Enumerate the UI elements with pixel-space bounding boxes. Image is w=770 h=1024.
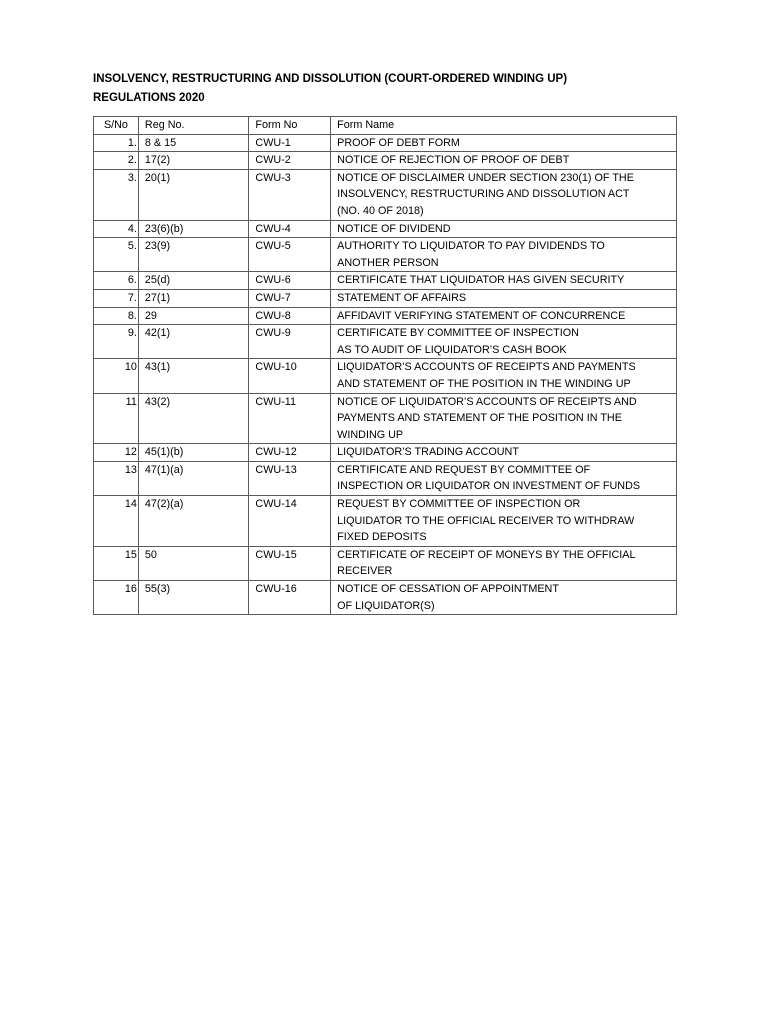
cell-form-no: CWU-10 <box>249 359 331 393</box>
cell-form-no: CWU-9 <box>249 325 331 359</box>
header-sno: S/No <box>94 117 139 135</box>
cell-form-name <box>331 134 677 152</box>
table-row <box>94 581 677 615</box>
title-line-2: REGULATIONS 2020 <box>93 92 205 104</box>
header-form-no: Form No <box>249 117 331 135</box>
cell-form-name <box>331 272 677 290</box>
form-name-line: OF LIQUIDATOR(S) <box>337 599 435 612</box>
cell-reg-no: 17(2) <box>138 152 249 170</box>
table-row <box>94 307 677 325</box>
cell-sno: 8. <box>94 307 139 325</box>
form-name-line: PROOF OF DEBT FORM <box>337 136 460 149</box>
cell-form-no: CWU-3 <box>249 169 331 220</box>
cell-form-name <box>331 581 677 615</box>
form-name-line: NOTICE OF DIVIDEND <box>337 222 451 235</box>
cell-form-no: CWU-12 <box>249 444 331 462</box>
cell-sno: 1. <box>94 134 139 152</box>
cell-sno: 2. <box>94 152 139 170</box>
table-row <box>94 325 677 359</box>
cell-sno: 3. <box>94 169 139 220</box>
cell-form-no: CWU-1 <box>249 134 331 152</box>
header-reg-no: Reg No. <box>138 117 249 135</box>
form-name-line: RECEIVER <box>337 565 393 578</box>
cell-form-no: CWU-15 <box>249 546 331 580</box>
form-name-line: INSOLVENCY, RESTRUCTURING AND DISSOLUTION ACT <box>337 188 630 201</box>
cell-form-name <box>331 393 677 444</box>
cell-sno: 11 <box>94 393 139 444</box>
cell-form-name <box>331 307 677 325</box>
form-name-line: AS TO AUDIT OF LIQUIDATOR’S CASH BOOK <box>337 343 567 356</box>
cell-form-no: CWU-2 <box>249 152 331 170</box>
table-row <box>94 289 677 307</box>
cell-form-no: CWU-8 <box>249 307 331 325</box>
table-row <box>94 220 677 238</box>
form-name-line: CERTIFICATE THAT LIQUIDATOR HAS GIVEN SECURITY <box>337 274 625 287</box>
cell-form-no: CWU-5 <box>249 238 331 272</box>
form-name-line: LIQUIDATOR’S ACCOUNTS OF RECEIPTS AND PAYMENTS <box>337 361 636 374</box>
cell-form-no: CWU-4 <box>249 220 331 238</box>
form-name-line: STATEMENT OF AFFAIRS <box>337 291 467 304</box>
table-row <box>94 546 677 580</box>
form-name-line: PAYMENTS AND STATEMENT OF THE POSITION IN THE <box>337 412 622 425</box>
form-name-line: CERTIFICATE AND REQUEST BY COMMITTEE OF <box>337 463 591 476</box>
cell-reg-no: 55(3) <box>138 581 249 615</box>
cell-reg-no: 23(6)(b) <box>138 220 249 238</box>
form-name-line: INSPECTION OR LIQUIDATOR ON INVESTMENT OF FUNDS <box>337 480 641 493</box>
form-name-line: ANOTHER PERSON <box>337 256 439 269</box>
cell-reg-no: 23(9) <box>138 238 249 272</box>
cell-reg-no: 47(1)(a) <box>138 461 249 495</box>
form-name-line: CERTIFICATE OF RECEIPT OF MONEYS BY THE OFFICIAL <box>337 548 636 561</box>
cell-form-name <box>331 169 677 220</box>
cell-form-name <box>331 359 677 393</box>
title-line-1: INSOLVENCY, RESTRUCTURING AND DISSOLUTION (COURT-ORDERED WINDING UP) <box>93 73 568 85</box>
cell-reg-no: 42(1) <box>138 325 249 359</box>
cell-reg-no: 27(1) <box>138 289 249 307</box>
cell-form-no: CWU-13 <box>249 461 331 495</box>
form-name-line: NOTICE OF REJECTION OF PROOF OF DEBT <box>337 154 570 167</box>
form-name-line: LIQUIDATOR TO THE OFFICIAL RECEIVER TO WITHDRAW <box>337 514 635 527</box>
cell-sno: 6. <box>94 272 139 290</box>
table-row <box>94 152 677 170</box>
forms-table <box>93 116 677 615</box>
table-row <box>94 238 677 272</box>
form-name-line: FIXED DEPOSITS <box>337 531 427 544</box>
table-row <box>94 134 677 152</box>
table-header-row <box>94 117 677 135</box>
cell-reg-no: 50 <box>138 546 249 580</box>
cell-sno: 10 <box>94 359 139 393</box>
form-name-line: (NO. 40 OF 2018) <box>337 204 424 217</box>
table-row <box>94 169 677 220</box>
form-name-line: AUTHORITY TO LIQUIDATOR TO PAY DIVIDENDS TO <box>337 240 605 253</box>
table-body <box>94 134 677 615</box>
cell-form-no: CWU-14 <box>249 496 331 547</box>
cell-sno: 14 <box>94 496 139 547</box>
form-name-line: REQUEST BY COMMITTEE OF INSPECTION OR <box>337 498 581 511</box>
table-row <box>94 272 677 290</box>
cell-reg-no: 43(1) <box>138 359 249 393</box>
cell-reg-no: 25(d) <box>138 272 249 290</box>
cell-reg-no: 20(1) <box>138 169 249 220</box>
header-form-name: Form Name <box>331 117 677 135</box>
cell-form-name <box>331 238 677 272</box>
cell-form-no: CWU-6 <box>249 272 331 290</box>
cell-form-name <box>331 546 677 580</box>
cell-form-name <box>331 496 677 547</box>
cell-form-name <box>331 325 677 359</box>
cell-reg-no: 8 & 15 <box>138 134 249 152</box>
cell-form-no: CWU-7 <box>249 289 331 307</box>
cell-sno: 12 <box>94 444 139 462</box>
form-name-line: AFFIDAVIT VERIFYING STATEMENT OF CONCURRENCE <box>337 309 626 322</box>
cell-sno: 13 <box>94 461 139 495</box>
cell-sno: 4. <box>94 220 139 238</box>
form-name-line: NOTICE OF DISCLAIMER UNDER SECTION 230(1) OF THE <box>337 171 634 184</box>
form-name-line: WINDING UP <box>337 428 404 441</box>
table-row <box>94 461 677 495</box>
cell-form-name <box>331 289 677 307</box>
form-name-line: CERTIFICATE BY COMMITTEE OF INSPECTION <box>337 327 579 340</box>
cell-form-no: CWU-11 <box>249 393 331 444</box>
cell-sno: 16 <box>94 581 139 615</box>
cell-sno: 9. <box>94 325 139 359</box>
cell-reg-no: 47(2)(a) <box>138 496 249 547</box>
cell-reg-no: 45(1)(b) <box>138 444 249 462</box>
cell-reg-no: 29 <box>138 307 249 325</box>
table-row <box>94 393 677 444</box>
cell-form-name <box>331 444 677 462</box>
cell-sno: 5. <box>94 238 139 272</box>
cell-form-name <box>331 461 677 495</box>
table-row <box>94 496 677 547</box>
form-name-line: AND STATEMENT OF THE POSITION IN THE WINDING UP <box>337 377 631 390</box>
cell-sno: 15 <box>94 546 139 580</box>
cell-reg-no: 43(2) <box>138 393 249 444</box>
table-row <box>94 444 677 462</box>
form-name-line: NOTICE OF LIQUIDATOR’S ACCOUNTS OF RECEIPTS AND <box>337 395 637 408</box>
cell-form-name <box>331 220 677 238</box>
cell-form-no: CWU-16 <box>249 581 331 615</box>
cell-form-name <box>331 152 677 170</box>
cell-sno: 7. <box>94 289 139 307</box>
form-name-line: LIQUIDATOR’S TRADING ACCOUNT <box>337 446 519 459</box>
form-name-line: NOTICE OF CESSATION OF APPOINTMENT <box>337 583 559 596</box>
table-row <box>94 359 677 393</box>
page-title <box>93 70 693 108</box>
